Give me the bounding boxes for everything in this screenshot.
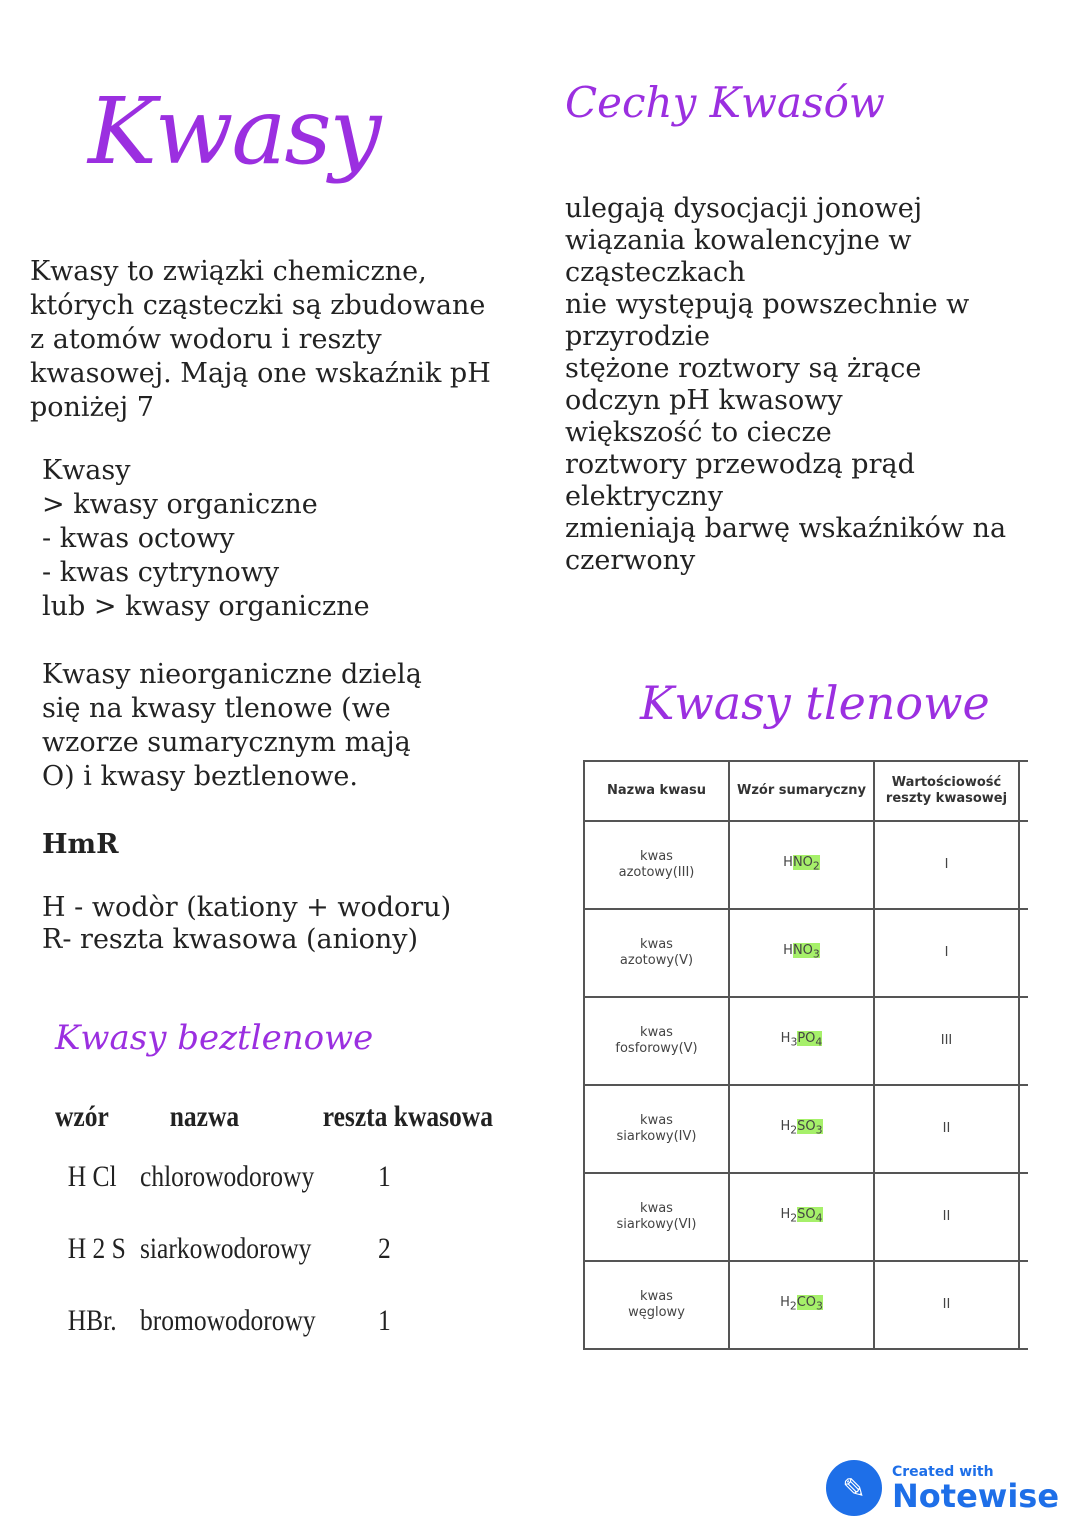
cechy-item: większość to ciecze bbox=[565, 417, 832, 448]
acid-formula-cell bbox=[729, 821, 874, 909]
acid-name-line1: kwas bbox=[640, 937, 673, 952]
formula-h: H bbox=[780, 1119, 791, 1135]
formula-residue bbox=[796, 1295, 823, 1313]
acid-formula-cell bbox=[729, 1085, 874, 1173]
header-valence: Wartościowość reszty kwasowej bbox=[874, 761, 1019, 821]
valence-cell: II bbox=[874, 1173, 1019, 1261]
formula-residue bbox=[797, 1207, 823, 1225]
acid-formula-cell bbox=[729, 1173, 874, 1261]
formula-explanation: H - wodòr (kationy + wodoru) R- reszta kwasowa (aniony) bbox=[42, 892, 452, 955]
formula-h: H bbox=[780, 1207, 791, 1223]
valence-cell: II bbox=[874, 1261, 1019, 1349]
created-with-label: Created with bbox=[892, 1464, 994, 1480]
pencil-icon: ✎ bbox=[826, 1460, 882, 1516]
acid-name-cell bbox=[584, 821, 729, 909]
acid-name-line1: kwas bbox=[640, 1201, 673, 1216]
beztlenowe-cell: bromowodorowy bbox=[140, 1304, 316, 1337]
beztlenowe-cell: HBr. bbox=[67, 1304, 117, 1337]
formula-residue bbox=[797, 1031, 823, 1049]
table-edge bbox=[1019, 1085, 1028, 1173]
table-edge bbox=[1019, 1261, 1028, 1349]
beztlenowe-cell: 2 bbox=[378, 1232, 391, 1265]
beztlenowe-header: nazwa bbox=[169, 1100, 240, 1133]
definition-text: Kwasy to związki chemiczne, których cząsteczki są zbudowane z atomów wodoru i reszty kwasowej. Mają one wskaźnik pH poniżej 7 bbox=[30, 256, 491, 423]
cechy-heading: Cechy Kwasów bbox=[565, 78, 885, 127]
cechy-item: ulegają dysocjacji jonowej bbox=[565, 193, 923, 224]
header-formula: Wzór sumaryczny bbox=[729, 761, 874, 821]
cechy-list bbox=[565, 193, 1035, 577]
formula-h: H bbox=[780, 1031, 791, 1047]
acid-name-line1: kwas bbox=[640, 1289, 673, 1304]
formula-h-sub: 2 bbox=[790, 1211, 798, 1225]
formula-residue-sub: 3 bbox=[816, 1299, 823, 1313]
table-row bbox=[584, 1173, 1028, 1261]
acid-name-line2: azotowy(V) bbox=[619, 953, 694, 968]
formula-residue-sub: 2 bbox=[812, 859, 820, 873]
formula-residue-text: NO bbox=[792, 855, 813, 871]
formula-h: H bbox=[783, 855, 793, 871]
beztlenowe-cell: 1 bbox=[378, 1304, 391, 1337]
acid-name-cell bbox=[584, 909, 729, 997]
table-row bbox=[584, 821, 1028, 909]
table-row bbox=[584, 997, 1028, 1085]
formula-residue bbox=[797, 1119, 823, 1137]
beztlenowe-cell: H 2 S bbox=[67, 1232, 126, 1265]
acid-name-cell bbox=[584, 1261, 729, 1349]
valence-cell: II bbox=[874, 1085, 1019, 1173]
tlenowe-heading: Kwasy tlenowe bbox=[640, 676, 990, 730]
cechy-item: wiązania kowalencyjne w cząsteczkach bbox=[565, 225, 912, 288]
table-edge bbox=[1019, 997, 1028, 1085]
formula-residue-text: PO bbox=[797, 1031, 816, 1047]
beztlenowe-cell: chlorowodorowy bbox=[140, 1160, 315, 1193]
acid-name-line2: siarkowy(IV) bbox=[616, 1129, 697, 1144]
formula-residue-text: SO bbox=[797, 1119, 816, 1135]
tlenowe-table bbox=[583, 760, 1028, 1350]
beztlenowe-header: wzór bbox=[55, 1100, 109, 1133]
general-formula: HmR bbox=[42, 829, 119, 860]
formula-h: H bbox=[783, 943, 793, 959]
table-edge bbox=[1019, 1173, 1028, 1261]
page-title: Kwasy bbox=[88, 78, 380, 185]
acid-name-cell bbox=[584, 997, 729, 1085]
notewise-logo bbox=[826, 1460, 1059, 1516]
beztlenowe-cell: 1 bbox=[378, 1160, 391, 1193]
formula-h-sub: 3 bbox=[790, 1035, 798, 1049]
acid-name-line1: kwas bbox=[640, 849, 673, 864]
table-edge bbox=[1019, 909, 1028, 997]
acid-name-line2: siarkowy(VI) bbox=[616, 1217, 697, 1232]
table-row bbox=[584, 1261, 1028, 1349]
cechy-item: stężone roztwory są żrące bbox=[565, 353, 922, 384]
formula-residue bbox=[792, 855, 820, 873]
formula-residue-sub: 4 bbox=[815, 1211, 823, 1225]
formula-residue-sub: 4 bbox=[815, 1035, 823, 1049]
table-header-row bbox=[584, 761, 1028, 821]
acid-name-line2: węglowy bbox=[628, 1305, 685, 1320]
acid-name-cell bbox=[584, 1173, 729, 1261]
formula-residue bbox=[792, 943, 820, 961]
acid-formula-cell bbox=[729, 909, 874, 997]
formula-residue-text: NO bbox=[792, 943, 813, 959]
acid-formula-cell bbox=[729, 1261, 874, 1349]
cechy-item: nie występują powszechnie w przyrodzie bbox=[565, 289, 970, 352]
table-edge bbox=[1019, 821, 1028, 909]
acid-formula-cell bbox=[729, 997, 874, 1085]
beztlenowe-cell: H Cl bbox=[67, 1160, 117, 1193]
formula-h-sub: 2 bbox=[790, 1123, 798, 1137]
table-row bbox=[584, 909, 1028, 997]
cechy-item: odczyn pH kwasowy bbox=[565, 385, 843, 416]
formula-residue-sub: 3 bbox=[812, 947, 820, 961]
valence-cell: III bbox=[874, 997, 1019, 1085]
cechy-item: roztwory przewodzą prąd elektryczny bbox=[565, 449, 915, 512]
table-row bbox=[584, 1085, 1028, 1173]
beztlenowe-header: reszta kwasowa bbox=[322, 1100, 493, 1133]
classification-text: Kwasy > kwasy organiczne - kwas octowy - kwas cytrynowy lub > kwasy organiczne bbox=[42, 455, 370, 622]
table-edge bbox=[1019, 761, 1028, 821]
valence-cell: I bbox=[874, 821, 1019, 909]
acid-name-line2: azotowy(III) bbox=[618, 865, 695, 880]
header-name: Nazwa kwasu bbox=[584, 761, 729, 821]
valence-cell: I bbox=[874, 909, 1019, 997]
beztlenowe-cell: siarkowodorowy bbox=[140, 1232, 312, 1265]
cechy-item: zmieniają barwę wskaźników na czerwony bbox=[565, 513, 1007, 576]
formula-residue-text: SO bbox=[797, 1207, 816, 1223]
acid-name-line1: kwas bbox=[640, 1025, 673, 1040]
beztlenowe-heading: Kwasy beztlenowe bbox=[55, 1018, 374, 1058]
acid-name-cell bbox=[584, 1085, 729, 1173]
formula-h-sub: 2 bbox=[789, 1299, 797, 1313]
acid-name-line1: kwas bbox=[640, 1113, 673, 1128]
formula-h: H bbox=[780, 1295, 790, 1311]
formula-residue-sub: 3 bbox=[815, 1123, 823, 1137]
inorganic-text: Kwasy nieorganiczne dzielą się na kwasy tlenowe (we wzorze sumarycznym mają O) i kwasy beztlenowe. bbox=[42, 659, 422, 792]
formula-residue-text: CO bbox=[796, 1295, 817, 1311]
acid-name-line2: fosforowy(V) bbox=[615, 1041, 698, 1056]
brand-name: Notewise bbox=[892, 1477, 1060, 1515]
